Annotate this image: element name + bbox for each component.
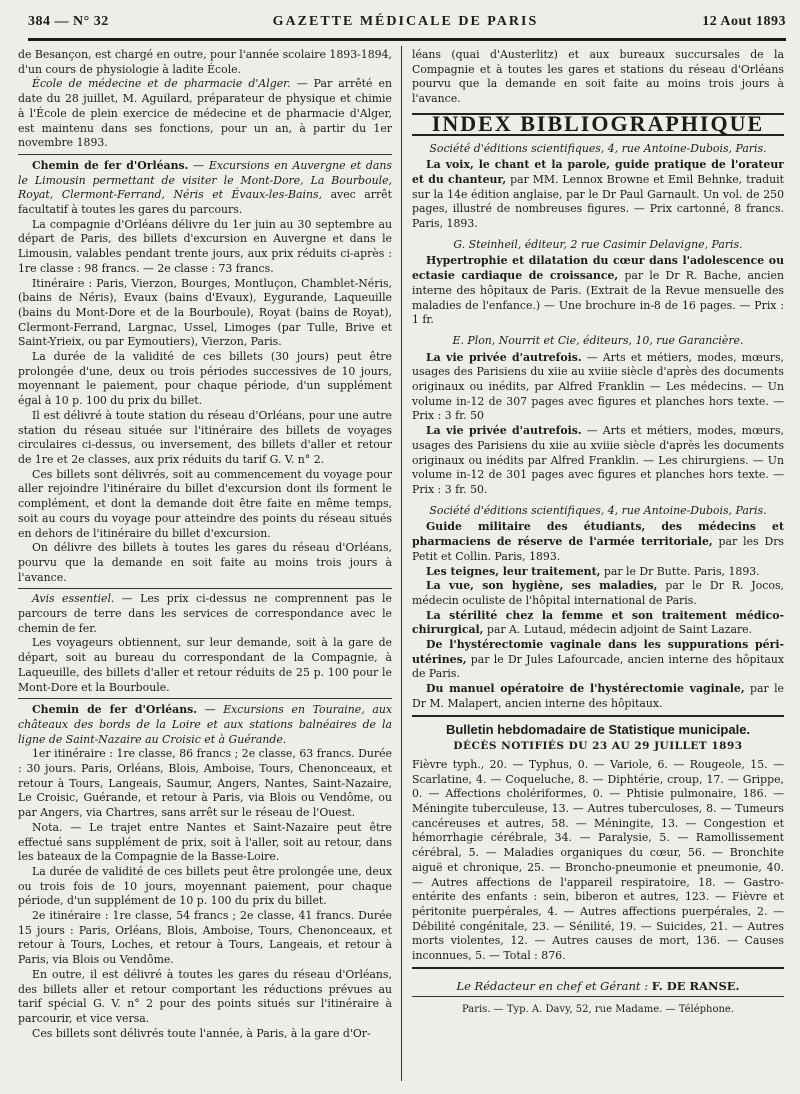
- section-rule: [18, 698, 392, 699]
- journal-title: GAZETTE MÉDICALE DE PARIS: [272, 14, 539, 29]
- paragraph: La durée de validité de ces billets peut être prolongée une, deux ou trois fois de 10 jours, moyennant paiement, pour chaque période, d'un supplément de 10 p. 100 du prix du billet.: [18, 864, 392, 908]
- issue-date: 12 Aout 1893: [702, 14, 786, 29]
- entry-text: par le Dr R. Bache, ancien interne des hôpitaux de Paris. (Extrait de la Revue mensuelle des maladies de l'enfance.) — Une brochure in-8 de 16 pages. — Prix : 1 fr.: [412, 269, 784, 327]
- entry-title: La voix, le chant et la parole, guide pratique de l'orateur et du chanteur,: [412, 158, 784, 186]
- paragraph-text: — Par arrêté en date du 28 juillet, M. Aguilard, préparateur de physique et chimie à l'École de plein exercice de médecine et de pharmacie d'Alger, est maintenu dans ses fonctions, pour un an, à partir du 1er novembre 1893.: [18, 77, 392, 150]
- paragraph: En outre, il est délivré à toutes les gares du réseau d'Orléans, des billets aller et retour comportant les réductions prévues au tarif spécial G. V. n° 2 pour des points situés sur l'itinéraire à parcourir, et vice versa.: [18, 967, 392, 1025]
- entry-title: De l'hystérectomie vaginale dans les suppurations péri-utérines,: [412, 638, 784, 666]
- bibliography-entry: [412, 609, 784, 638]
- section-subtitle: — Excursions en Auvergne et dans le Limousin permettant de visiter le Mont-Dore, La Bourboule, Royat, Clermont-Ferrand, Néris et Évaux-les-Bains,: [18, 158, 392, 202]
- left-column: [18, 48, 392, 1041]
- paragraph-heading: Avis essentiel.: [32, 592, 115, 606]
- bibliography-entry: [412, 682, 784, 711]
- section-rule: [18, 588, 392, 589]
- paragraph: La durée de la validité de ces billets (30 jours) peut être prolongée d'une, deux ou trois périodes successives de 10 jours, moyennant le paiement, pour chaque période, d'un supplément égal à 10 p. 100 du prix du billet.: [18, 350, 392, 408]
- section-rule: [18, 154, 392, 155]
- paragraph: Nota. — Le trajet entre Nantes et Saint-Nazaire peut être effectué sans supplément de prix, soit à l'aller, soit au retour, dans les bateaux de la Compagnie de la Basse-Loire.: [18, 820, 392, 864]
- section-title: Chemin de fer d'Orléans.: [32, 158, 189, 172]
- entry-text: par MM. Lennox Browne et Emil Behnke, traduit sur la 14e édition anglaise, par le Dr Paul Garnault. Un vol. de 250 pages, illustré de nombreuses figures. — Prix cartonné, 8 francs. Paris, 1893.: [412, 172, 784, 231]
- paragraph: La compagnie d'Orléans délivre du 1er juin au 30 septembre au départ de Paris, des billets d'excursion en Auvergne et dans le Limousin, valables pendant trente jours, aux prix réduits ci-après : 1re classe : 98 francs. — 2e classe : 73 francs.: [18, 217, 392, 275]
- paragraph: [18, 592, 392, 636]
- section-rule: [412, 967, 784, 969]
- entry-text: par le Dr R. Jocos, médecin oculiste de l'hôpital international de Paris.: [412, 579, 785, 607]
- section-heading: [18, 703, 392, 747]
- bibliography-entry: [412, 424, 784, 498]
- bibliography-entry: [412, 520, 784, 564]
- paragraph: de Besançon, est chargé en outre, pour l'année scolaire 1893-1894, d'un cours de physiologie à ladite École.: [18, 48, 392, 76]
- right-column: [412, 48, 784, 1018]
- paragraph: [18, 77, 392, 151]
- paragraph: 2e itinéraire : 1re classe, 54 francs ; 2e classe, 41 francs. Durée 15 jours : Paris, Orléans, Blois, Amboise, Tours, Chenonceaux, et retour à Tours, Loches, et retour à Tours, Langeais, et retour à Paris, via Blois ou Vendôme.: [18, 909, 392, 967]
- entry-title: Guide militaire des étudiants, des médecins et pharmaciens de réserve de l'armée territoriale,: [412, 520, 784, 549]
- paragraph: On délivre des billets à toutes les gares du réseau d'Orléans, pourvu que la demande en soit faite au moins trois jours à l'avance.: [18, 541, 392, 584]
- section-subtitle-tail: avec arrêt facultatif à toutes les gares du parcours.: [18, 188, 392, 217]
- paragraph-text: — Les prix ci-dessus ne comprennent pas le parcours de terre dans les services de correspondance avec le chemin de fer.: [18, 592, 392, 635]
- paragraph: léans (quai d'Austerlitz) et aux bureaux succursales de la Compagnie et à toutes les gares et stations du réseau d'Orléans pourvu que la demande en soit faite au moins trois jours à l'avance.: [412, 48, 784, 106]
- bibliography-entry: [412, 565, 784, 580]
- entry-title: Du manuel opératoire de l'hystérectomie vaginale,: [426, 682, 745, 696]
- printer-imprint: Paris. — Typ. A. Davy, 52, rue Madame. — Téléphone.: [461, 1004, 735, 1016]
- bibliography-entry: [412, 638, 784, 682]
- section-rule: [412, 715, 784, 717]
- paragraph: Ces billets sont délivrés toute l'année, à Paris, à la gare d'Or-: [32, 1026, 371, 1040]
- section-subtitle: — Excursions en Touraine, aux châteaux des bords de la Loire et aux stations balnéaires de la ligne de Saint-Nazaire au Croisic et à Guérande.: [18, 703, 392, 746]
- publisher-line: G. Steinheil, éditeur, 2 rue Casimir Delavigne, Paris.: [453, 237, 743, 251]
- entry-title: La vie privée d'autrefois.: [426, 424, 582, 438]
- column-divider: [401, 46, 402, 1081]
- section-rule: [412, 996, 784, 997]
- paragraph: Il est délivré à toute station du réseau d'Orléans, pour une autre station du réseau située sur l'itinéraire des billets de voyages circulaires ci-dessus, ou inversement, des billets d'aller et retour de 1re et 2e classes, aux prix réduits du tarif G. V. n° 2.: [18, 408, 392, 466]
- paragraph-heading: École de médecine et de pharmacie d'Alger.: [32, 77, 291, 91]
- section-title: Chemin de fer d'Orléans.: [32, 703, 198, 717]
- entry-title: La vue, son hygiène, ses maladies,: [426, 579, 658, 593]
- header-rule: [28, 38, 786, 41]
- bulletin-subtitle: DÉCÈS NOTIFIÉS DU 23 AU 29 JUILLET 1893: [453, 740, 743, 753]
- page-header: [28, 14, 786, 36]
- entry-title: Les teignes, leur traitement,: [426, 564, 601, 578]
- entry-text: par le Dr Butte. Paris, 1893.: [600, 564, 760, 578]
- entry-title: La vie privée d'autrefois.: [426, 350, 582, 364]
- entry-text: par les Drs Petit et Collin. Paris, 1893.: [412, 535, 784, 563]
- bulletin-body: Fièvre typh., 20. — Typhus, 0. — Variole, 6. — Rougeole, 15. — Scarlatine, 4. — Coqueluche, 8. — Diphtérie, croup, 17. — Grippe, 0. — Affections cholériformes, 0. — Phtisie pulmonaire, 186. — Méningite tuberculeuse, 13. — Autres tuberculoses, 8. — Tumeurs cancéreuses et autres, 58. — Méningite, 13. — Congestion et hémorrhagie cérébrale, 34. — Paralysie, 5. — Ramollissement cérébral, 5. — Maladies organiques du cœur, 56. — Bronchite aiguë et chronique, 25. — Broncho-pneumonie et pneumonie, 40. — Autres affections de l'appareil respiratoire, 18. — Gastro-entérite des enfants : sein, biberon et autres, 123. — Fièvre et péritonite puerpérales, 4. — Autres affections puerpérales, 2. — Débilité congénitale, 23. — Sénilité, 19. — Suicides, 21. — Autres morts violentes, 12. — Autres causes de mort, 136. — Causes inconnues, 5. — Total : 876.: [412, 757, 784, 963]
- entry-text: par le Dr M. Malapert, ancien interne des hôpitaux.: [412, 682, 784, 710]
- index-title: INDEX BIBLIOGRAPHIQUE: [412, 113, 784, 136]
- entry-title: Hypertrophie et dilatation du cœur dans l'adolescence ou ectasie cardiaque de croissance,: [412, 254, 784, 283]
- paragraph: Ces billets sont délivrés, soit au commencement du voyage pour aller rejoindre l'itinéraire du billet d'excursion dont ils forment le complément, et dont la demande doit être faite en même temps, soit au cours du voyage pour atteindre des points du réseau situés en dehors de l'itinéraire du billet d'excursion.: [18, 467, 392, 540]
- paragraph: 1er itinéraire : 1re classe, 86 francs ; 2e classe, 63 francs. Durée : 30 jours. Paris, Orléans, Blois, Amboise, Tours, Chenonceaux, et retour à Tours, Langeais, Saumur, Angers, Nantes, Saint-Nazaire, Le Croisic, Guérande, et retour à Paris, via Blois ou Vendôme, ou par Angers, via Chartres, sans arrêt sur le réseau de l'Ouest.: [18, 747, 392, 820]
- editor-signature: [412, 979, 784, 994]
- bulletin-title: Bulletin hebdomadaire de Statistique municipale.: [445, 721, 751, 737]
- section-heading: [18, 159, 392, 218]
- entry-text: — Arts et métiers, modes, mœurs, usages des Parisiens du xiie au xviiie siècle d'après les documents originaux ou inédits par Alfred Franklin. — Les chirurgiens. — Un volume in-12 de 301 pages avec figures et planches hors texte. — Prix : 3 fr. 50.: [412, 424, 784, 496]
- signature-name: F. DE RANSE.: [651, 978, 740, 993]
- bibliography-entry: [412, 579, 784, 608]
- entry-text: par A. Lutaud, médecin adjoint de Saint Lazare.: [483, 623, 753, 637]
- page-number: 384 — N° 32: [28, 14, 109, 29]
- bibliography-entry: [412, 254, 784, 328]
- publisher-line: Société d'éditions scientifiques, 4, rue Antoine-Dubois, Paris.: [429, 141, 767, 155]
- publisher-line: Société d'éditions scientifiques, 4, rue Antoine-Dubois, Paris.: [429, 503, 767, 517]
- entry-text: par le Dr Jules Lafourcade, ancien interne des hôpitaux de Paris.: [412, 652, 784, 681]
- signature-label: Le Rédacteur en chef et Gérant :: [456, 978, 652, 993]
- entry-text: — Arts et métiers, modes, mœurs, usages des Parisiens du xiie au xviiie siècle d'après des documents originaux ou inédits, par Alfred Franklin — Les médecins. — Un volume in-12 de 307 pages avec figures et planches hors texte. — Prix : 3 fr. 50: [412, 350, 784, 423]
- bibliography-entry: [412, 158, 784, 232]
- publisher-line: E. Plon, Nourrit et Cie, éditeurs, 10, rue Garancière.: [452, 333, 744, 347]
- bibliography-entry: [412, 351, 784, 425]
- entry-title: La stérilité chez la femme et son traitement médico-chirurgical,: [412, 608, 784, 637]
- paragraph: Itinéraire : Paris, Vierzon, Bourges, Montluçon, Chamblet-Néris, (bains de Néris), Evaux (bains d'Evaux), Eygurande, Laqueuille (bains du Mont-Dore et de la Bourboule), Royat (bains de Royat), Clermont-Ferrand, Largnac, Ussel, Limoges (par Tulle, Brive et Saint-Yrieix, ou par Eymoutiers), Vierzon, Paris.: [18, 276, 392, 349]
- paragraph: Les voyageurs obtiennent, sur leur demande, soit à la gare de départ, soit au bureau du correspondant de la Compagnie, à Laqueuille, des billets d'aller et retour réduits de 25 p. 100 pour le Mont-Dore et la Bourboule.: [18, 636, 392, 694]
